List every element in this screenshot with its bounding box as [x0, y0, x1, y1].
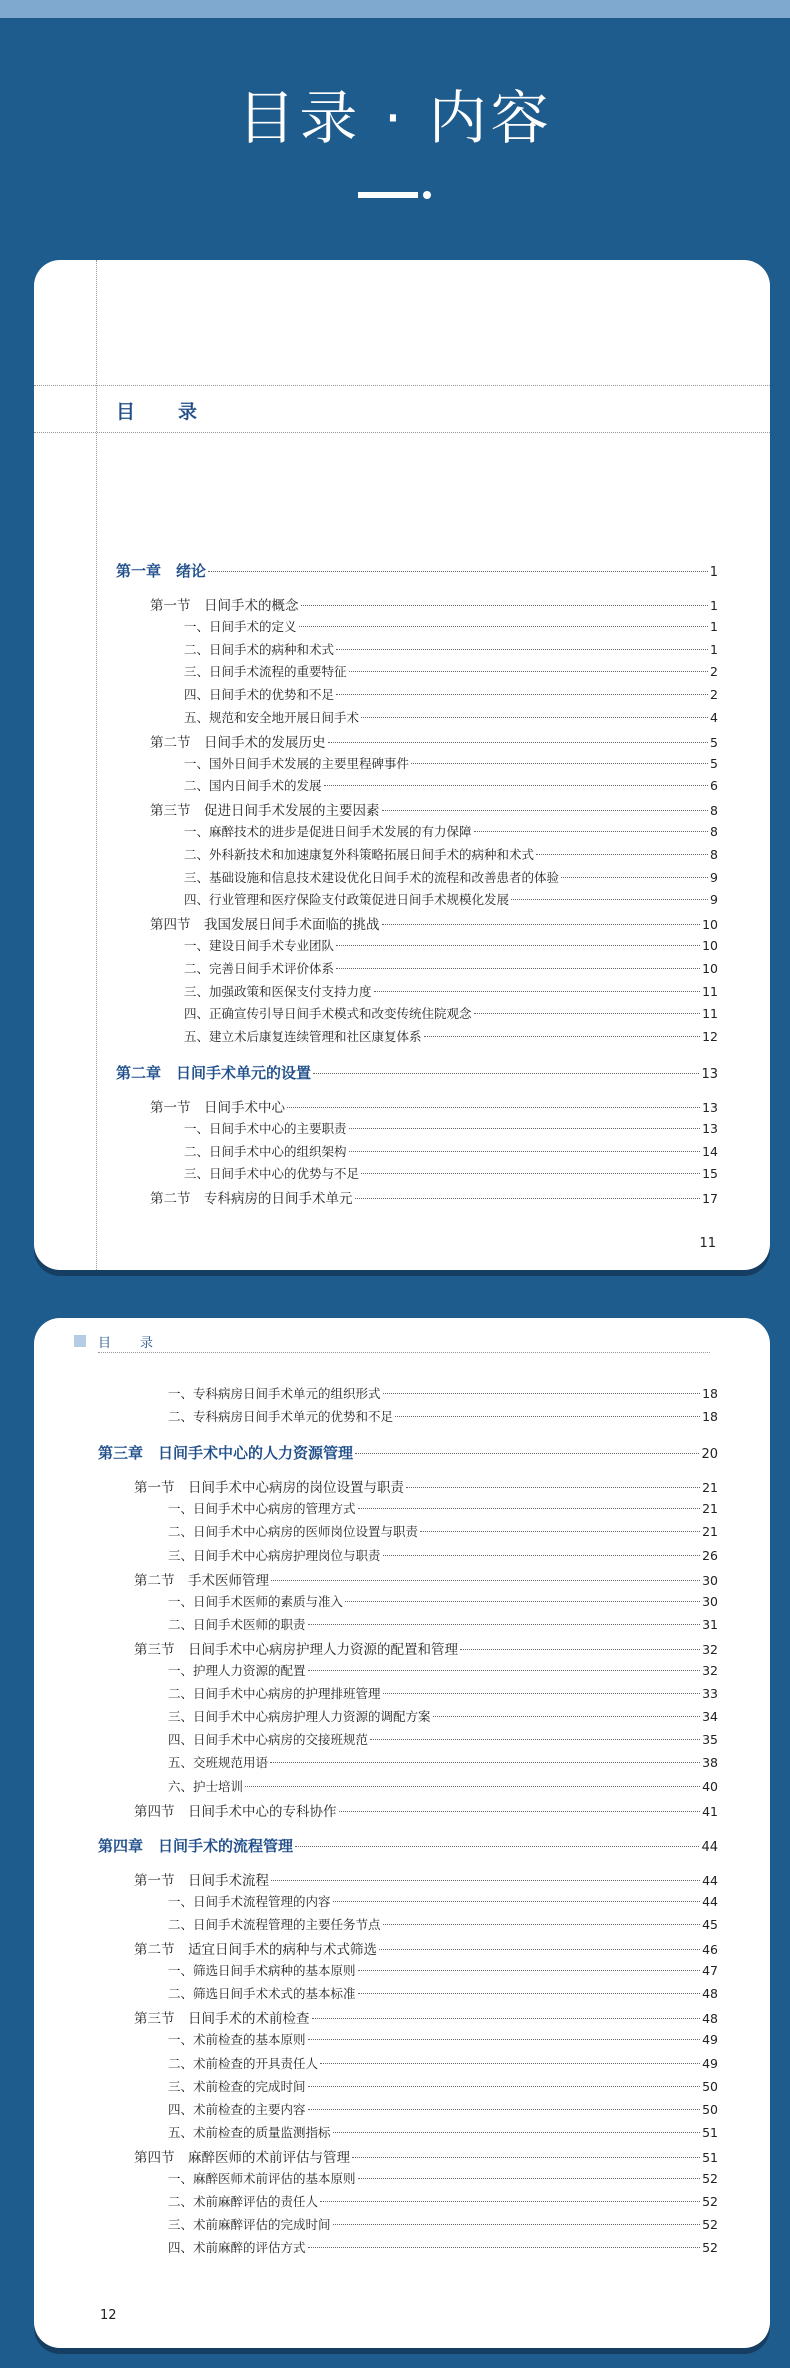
toc-entry-item	[168, 1499, 718, 1517]
toc-entry-title: 二、日间手术中心病房的护理排班管理	[168, 1686, 381, 1702]
leader-dots	[333, 2224, 701, 2225]
leader-dots	[320, 2201, 700, 2202]
toc-entry-item	[168, 1915, 718, 1933]
toc-entry-title: 二、筛选日间手术术式的基本标准	[168, 1986, 356, 2002]
leader-dots	[511, 899, 708, 900]
leader-dots	[271, 1880, 700, 1881]
leader-dots	[349, 1128, 701, 1129]
header-rule	[98, 1352, 710, 1353]
toc-entry-item	[184, 959, 718, 977]
leader-dots	[328, 742, 709, 743]
toc-entry-item	[184, 936, 718, 954]
top-strip	[0, 0, 790, 18]
toc-entry-page: 46	[702, 1942, 718, 1957]
leader-dots	[320, 2063, 700, 2064]
leader-dots	[333, 2132, 701, 2133]
toc-entry-item	[184, 708, 718, 726]
toc-entry-page: 6	[710, 778, 718, 794]
toc-entry-title: 第二节 手术医师管理	[134, 1572, 269, 1589]
toc-entry-sec	[134, 1938, 718, 1958]
leader-dots	[406, 1487, 700, 1488]
toc-entry-page: 5	[710, 755, 718, 771]
toc-entry-page: 5	[710, 734, 718, 750]
toc-entry-page: 11	[702, 1006, 718, 1022]
toc-entry-page: 2	[710, 664, 718, 680]
toc-entry-page: 40	[702, 1778, 718, 1794]
toc-entry-title: 一、日间手术流程管理的内容	[168, 1893, 331, 1909]
leader-dots	[358, 1508, 701, 1509]
leader-dots	[270, 1762, 700, 1763]
toc-entry-title: 二、完善日间手术评价体系	[184, 960, 335, 976]
toc-entry-page: 8	[710, 824, 718, 839]
toc-entry-page: 18	[702, 1386, 718, 1401]
toc-entry-title: 第三节 促进日间手术发展的主要因素	[150, 803, 380, 820]
toc-entry-item	[168, 2169, 718, 2187]
toc-entry-item	[184, 617, 718, 635]
toc-entry-title: 二、日间手术中心病房的医师岗位设置与职责	[168, 1524, 419, 1540]
heading-bottom-rule	[34, 432, 770, 433]
toc-entry-title: 二、术前检查的开具责任人	[168, 2055, 319, 2071]
leader-dots	[301, 605, 709, 606]
leader-dots	[361, 1173, 700, 1174]
toc-entry-page: 50	[702, 2101, 718, 2117]
toc-entry-page: 15	[702, 1166, 718, 1182]
leader-dots	[308, 2247, 701, 2248]
toc-entry-title: 第一节 日间手术的概念	[150, 598, 299, 614]
toc-entry-item	[184, 845, 718, 863]
toc-entry-title: 第三节 日间手术中心病房护理人力资源的配置和管理	[134, 1641, 458, 1658]
toc-entry-item	[168, 1961, 718, 1979]
leader-dots	[358, 1993, 701, 1994]
margin-line	[96, 260, 97, 1270]
toc-entry-title: 第四节 麻醉医师的术前评估与管理	[134, 2149, 350, 2166]
toc-entry-item	[168, 1984, 718, 2002]
toc-entry-item	[184, 1004, 718, 1022]
toc-entry-item	[168, 2030, 718, 2048]
toc-entry-chap	[98, 1442, 718, 1463]
toc-entry-page: 10	[702, 938, 718, 953]
leader-dots	[308, 2109, 701, 2110]
toc-entry-item	[168, 1384, 718, 1402]
toc-entry-item	[184, 890, 718, 908]
toc-entry-page: 1	[709, 565, 718, 580]
toc-entry-page: 52	[702, 2240, 718, 2256]
toc-entry-item	[168, 1777, 718, 1795]
toc-entry-page: 44	[702, 1893, 718, 1909]
toc-entry-title: 第二章 日间手术单元的设置	[116, 1064, 312, 1082]
leader-dots	[333, 1901, 701, 1902]
toc-entry-title: 第三章 日间手术中心的人力资源管理	[98, 1444, 354, 1463]
toc-entry-title: 第二节 日间手术的发展历史	[150, 734, 326, 751]
leader-dots	[370, 1739, 700, 1740]
leader-dots	[324, 785, 709, 786]
toc-entry-title: 四、术前检查的主要内容	[168, 2101, 306, 2117]
leader-dots	[382, 810, 709, 811]
toc-entry-sec	[134, 2146, 718, 2166]
leader-dots	[536, 854, 708, 855]
toc-entry-page: 50	[702, 2078, 718, 2094]
toc-entry-title: 二、外科新技术和加速康复外科策略拓展日间手术的病种和术式	[184, 846, 535, 862]
toc-entry-page: 9	[710, 892, 718, 908]
toc-entry-page: 8	[710, 803, 718, 819]
toc-entry-page: 52	[702, 2217, 718, 2233]
toc-entry-item	[168, 1707, 718, 1725]
leader-dots	[299, 626, 709, 627]
toc-entry-page: 48	[702, 2011, 718, 2027]
toc-entry-page: 11	[702, 983, 718, 999]
leader-dots	[295, 1846, 699, 1847]
toc-entry-title: 一、麻醉技术的进步是促进日间手术发展的有力保障	[184, 824, 472, 839]
toc-entry-page: 10	[702, 960, 718, 976]
toc-entry-item	[168, 1615, 718, 1633]
toc-entry-title: 一、日间手术医师的素质与准入	[168, 1593, 344, 1609]
leader-dots	[383, 1693, 701, 1694]
toc-entry-sec	[150, 1096, 718, 1116]
toc-entry-title: 三、术前麻醉评估的完成时间	[168, 2217, 331, 2233]
leader-dots	[271, 1580, 700, 1581]
toc-entry-title: 二、专科病房日间手术单元的优势和不足	[168, 1409, 394, 1425]
toc-entry-title: 二、日间手术中心的组织架构	[184, 1143, 347, 1159]
leader-dots	[358, 2178, 701, 2179]
leader-dots	[308, 2039, 701, 2040]
leader-dots	[383, 1555, 701, 1556]
toc-entry-title: 第一章 绪论	[116, 562, 207, 580]
leader-dots	[352, 2157, 700, 2158]
toc-entry-title: 一、建设日间手术专业团队	[184, 938, 335, 953]
toc-entry-item	[168, 1892, 718, 1910]
toc-entry-item	[168, 2100, 718, 2118]
toc-entry-page: 33	[702, 1686, 718, 1702]
toc-entry-item	[168, 1522, 718, 1540]
toc-entry-title: 二、术前麻醉评估的责任人	[168, 2194, 319, 2210]
toc-entry-page: 20	[701, 1447, 718, 1463]
toc-entry-page: 2	[710, 687, 718, 703]
toc-entry-page: 8	[710, 846, 718, 862]
heading-top-rule	[34, 385, 770, 386]
toc-entry-title: 五、交班规范用语	[168, 1755, 269, 1771]
toc-entry-page: 9	[710, 869, 718, 885]
toc-heading: 目 录	[116, 401, 210, 423]
toc-entry-page: 13	[702, 1120, 718, 1136]
leader-dots	[349, 671, 709, 672]
toc-entry-page: 12	[702, 1029, 718, 1045]
toc-entry-title: 四、行业管理和医疗保险支付政策促进日间手术规模化发展	[184, 892, 510, 908]
toc-entry-item	[168, 1684, 718, 1702]
toc-entry-page: 32	[702, 1663, 718, 1678]
leader-dots	[208, 571, 708, 572]
leader-dots	[474, 831, 709, 832]
toc-entry-title: 五、建立术后康复连续管理和社区康复体系	[184, 1029, 422, 1045]
toc-entry-title: 第一节 日间手术中心	[150, 1100, 285, 1116]
toc-entry-title: 第一节 日间手术流程	[134, 1872, 269, 1889]
toc-entry-page: 1	[710, 598, 718, 613]
toc-entry-sec	[150, 913, 718, 933]
toc-entry-page: 17	[702, 1191, 718, 1207]
running-header: 目 录	[98, 1336, 162, 1351]
toc-entry-page: 32	[702, 1641, 718, 1657]
toc-entry-title: 三、术前检查的完成时间	[168, 2078, 306, 2094]
toc-entry-sec	[134, 1476, 718, 1496]
leader-dots	[561, 877, 708, 878]
toc-entry-title: 一、日间手术中心的主要职责	[184, 1120, 347, 1136]
toc-entry-item	[168, 1546, 718, 1564]
toc-entry-item	[184, 822, 718, 840]
leader-dots	[336, 649, 708, 650]
toc-entry-page: 1	[710, 641, 718, 657]
toc-entry-chap	[116, 1062, 718, 1083]
toc-entry-title: 一、护理人力资源的配置	[168, 1663, 306, 1678]
toc-entry-title: 一、日间手术的定义	[184, 618, 297, 634]
leader-dots	[308, 1624, 701, 1625]
toc-entry-item	[184, 662, 718, 680]
toc-entry-title: 三、基础设施和信息技术建设优化日间手术的流程和改善患者的体验	[184, 869, 560, 885]
toc-entry-page: 21	[702, 1524, 718, 1540]
toc-entry-title: 第四节 我国发展日间手术面临的挑战	[150, 917, 380, 934]
toc-entry-sec	[134, 1569, 718, 1589]
leader-dots	[345, 1601, 700, 1602]
toc-entry-sec	[134, 1638, 718, 1658]
toc-entry-title: 四、日间手术中心病房的交接班规范	[168, 1732, 369, 1748]
toc-entry-item	[184, 1119, 718, 1137]
toc-entry-page: 4	[710, 710, 718, 725]
toc-entry-page: 18	[702, 1409, 718, 1425]
toc-entry-page: 14	[702, 1143, 718, 1159]
leader-dots	[336, 945, 700, 946]
leader-dots	[308, 2086, 701, 2087]
page-number: 11	[699, 1236, 716, 1251]
title-dot	[423, 191, 431, 199]
toc-entry-item	[168, 1592, 718, 1610]
toc-entry-title: 第四节 日间手术中心的专科协作	[134, 1803, 337, 1820]
leader-dots	[336, 694, 708, 695]
toc-entry-item	[168, 1730, 718, 1748]
toc-entry-sec	[134, 2007, 718, 2027]
toc-entry-title: 四、日间手术的优势和不足	[184, 687, 335, 703]
toc-entry-page: 31	[702, 1616, 718, 1632]
toc-entry-page: 44	[702, 1872, 718, 1888]
toc-entry-title: 第四章 日间手术的流程管理	[98, 1836, 294, 1855]
leader-dots	[355, 1198, 701, 1199]
toc-entry-title: 二、日间手术流程管理的主要任务节点	[168, 1916, 381, 1932]
toc-entry-item	[184, 1027, 718, 1045]
toc-entry-title: 二、国内日间手术的发展	[184, 778, 322, 794]
toc-entry-page: 34	[702, 1709, 718, 1725]
toc-entry-title: 五、规范和安全地开展日间手术	[184, 710, 360, 725]
toc-entry-page: 21	[702, 1480, 718, 1496]
page-title: 目录 · 内容	[237, 84, 553, 152]
toc-entry-item	[168, 2077, 718, 2095]
leader-dots	[420, 1531, 700, 1532]
toc-entry-item	[168, 2054, 718, 2072]
toc-entry-title: 一、麻醉医师术前评估的基本原则	[168, 2171, 356, 2186]
toc-entry-item	[184, 640, 718, 658]
toc-entry-item	[168, 1753, 718, 1771]
page-number: 12	[100, 2308, 117, 2323]
toc-entry-item	[184, 982, 718, 1000]
toc-page-2	[34, 1318, 770, 2348]
toc-entry-item	[184, 685, 718, 703]
leader-dots	[245, 1786, 700, 1787]
toc-entry-title: 一、筛选日间手术病种的基本原则	[168, 1963, 356, 1979]
toc-entry-title: 三、日间手术流程的重要特征	[184, 664, 347, 680]
toc-entry-sec	[150, 799, 718, 819]
toc-entry-chap	[98, 1835, 718, 1856]
toc-entry-page: 13	[702, 1100, 718, 1115]
toc-entry-title: 三、日间手术中心病房护理岗位与职责	[168, 1547, 381, 1563]
toc-entry-item	[168, 2192, 718, 2210]
leader-dots	[382, 924, 701, 925]
toc-entry-page: 44	[701, 1839, 718, 1855]
toc-entry-sec	[150, 1187, 718, 1207]
toc-entry-title: 二、日间手术医师的职责	[168, 1616, 306, 1632]
leader-dots	[395, 1416, 700, 1417]
leader-dots	[460, 1649, 700, 1650]
leader-dots	[433, 1716, 701, 1717]
toc-entry-page: 13	[701, 1067, 718, 1082]
toc-entry-title: 三、日间手术中心的优势与不足	[184, 1166, 360, 1182]
toc-entry-sec	[150, 594, 718, 614]
toc-entry-item	[184, 1142, 718, 1160]
toc-entry-page: 1	[710, 618, 718, 634]
toc-entry-title: 三、日间手术中心病房护理人力资源的调配方案	[168, 1709, 431, 1725]
leader-dots	[383, 1393, 701, 1394]
toc-entry-title: 第一节 日间手术中心病房的岗位设置与职责	[134, 1480, 404, 1497]
toc-entry-title: 三、加强政策和医保支付支持力度	[184, 983, 372, 999]
toc-entry-item	[168, 1407, 718, 1425]
leader-dots	[361, 717, 708, 718]
toc-entry-item	[168, 2123, 718, 2141]
toc-entry-title: 二、日间手术的病种和术式	[184, 641, 335, 657]
toc-entry-page: 48	[702, 1986, 718, 2002]
toc-entry-page: 52	[702, 2171, 718, 2186]
toc-entry-title: 一、国外日间手术发展的主要里程碑事件	[184, 755, 410, 771]
toc-entry-title: 五、术前检查的质量监测指标	[168, 2124, 331, 2140]
toc-entry-title: 第二节 适宜日间手术的病种与术式筛选	[134, 1942, 377, 1958]
leader-dots	[313, 1073, 699, 1074]
toc-entry-title: 四、正确宣传引导日间手术模式和改变传统住院观念	[184, 1006, 472, 1022]
toc-entry-page: 49	[702, 2055, 718, 2071]
toc-entry-item	[184, 1164, 718, 1182]
toc-entry-page: 41	[702, 1803, 718, 1819]
toc-entry-page: 49	[702, 2032, 718, 2048]
toc-entry-title: 一、专科病房日间手术单元的组织形式	[168, 1386, 381, 1401]
toc-entry-sec	[134, 1869, 718, 1889]
toc-entry-item	[184, 754, 718, 772]
toc-entry-page: 21	[702, 1501, 718, 1517]
leader-dots	[355, 1453, 699, 1454]
toc-entry-title: 六、护士培训	[168, 1778, 244, 1794]
toc-entry-page: 10	[702, 917, 718, 933]
toc-page-1	[34, 260, 770, 1270]
leader-dots	[358, 1970, 701, 1971]
toc-entry-sec	[134, 1800, 718, 1820]
toc-entry-title: 一、日间手术中心病房的管理方式	[168, 1501, 356, 1517]
toc-entry-title: 第二节 专科病房的日间手术单元	[150, 1191, 353, 1208]
leader-dots	[374, 991, 701, 992]
toc-entry-page: 51	[702, 2124, 718, 2140]
toc-entry-page: 30	[702, 1572, 718, 1588]
toc-entry-page: 38	[702, 1755, 718, 1771]
toc-entry-item	[168, 1661, 718, 1679]
leader-dots	[411, 763, 708, 764]
toc-entry-page: 51	[702, 2149, 718, 2165]
toc-entry-page: 35	[702, 1732, 718, 1748]
toc-entry-title: 四、术前麻醉的评估方式	[168, 2240, 306, 2256]
leader-dots	[308, 1670, 701, 1671]
toc-entry-page: 45	[702, 1916, 718, 1932]
leader-dots	[312, 2018, 701, 2019]
leader-dots	[287, 1107, 700, 1108]
leader-dots	[379, 1949, 700, 1950]
toc-entry-title: 第三节 日间手术的术前检查	[134, 2011, 310, 2028]
toc-entry-item	[168, 2215, 718, 2233]
leader-dots	[339, 1811, 701, 1812]
leader-dots	[349, 1151, 701, 1152]
toc-entry-sec	[150, 731, 718, 751]
toc-entry-page: 30	[702, 1593, 718, 1609]
toc-entry-page: 47	[702, 1963, 718, 1979]
toc-entry-page: 52	[702, 2194, 718, 2210]
toc-entry-chap	[116, 560, 718, 581]
leader-dots	[383, 1924, 701, 1925]
leader-dots	[424, 1036, 701, 1037]
leader-dots	[474, 1013, 701, 1014]
toc-entry-item	[184, 776, 718, 794]
leader-dots	[336, 968, 700, 969]
toc-entry-item	[184, 868, 718, 886]
header-square-icon	[74, 1335, 86, 1347]
toc-entry-item	[168, 2238, 718, 2256]
title-underline	[358, 192, 418, 198]
toc-entry-page: 26	[702, 1547, 718, 1563]
toc-entry-title: 一、术前检查的基本原则	[168, 2032, 306, 2048]
